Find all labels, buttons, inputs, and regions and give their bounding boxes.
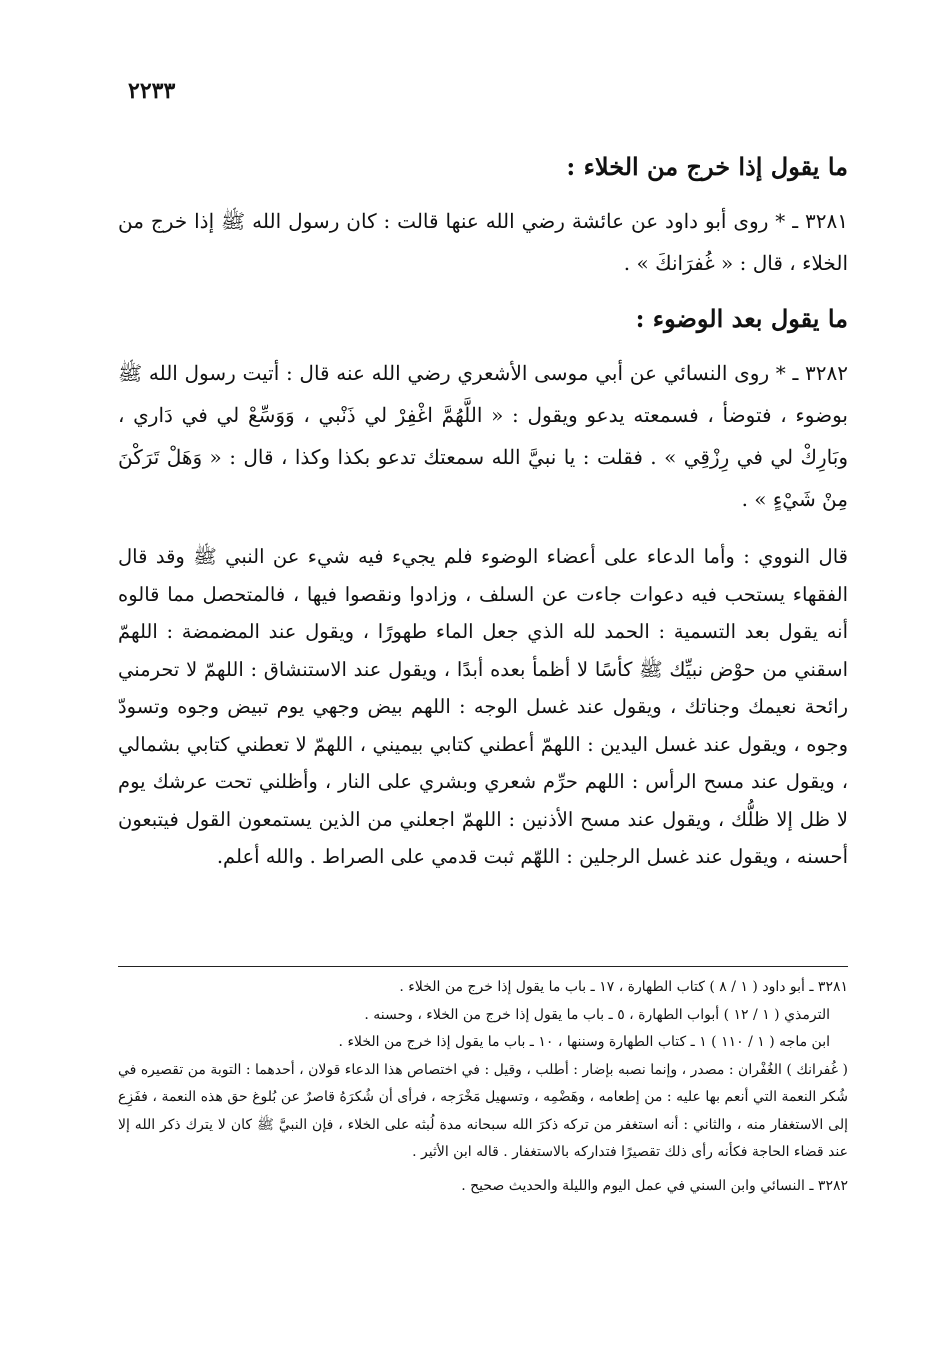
footnote-item: ( غُفرانك ) الغُفْران : مصدر ، وإنما نصبه بإضار : أطلب ، وقيل : في اختصاص هذا الدعاء قولان ، أحدهما : التوبة من تقصيره في شُكر النعمة التي أنعم بها عليه : من إطعامه ، وهَضْمِه ، وتسهيل مَخْرَجه ، فرأى أن شُكرَهُ قاصرٌ عن بُلوغ حق هذه النعمة ، ففَزِع إلى الاستغفار منه ، والثاني : أنه استغفر من تركه ذكرَ الله سبحانه مدة لُبثه على الخلاء ، فإن النبيَّ ﷺ كان لا يترك ذكر الله إلا عند قضاء الحاجة فكأنه رأى ذلك تقصيرًا فتداركه بالاستغفار . قاله ابن الأثير .: [118, 1061, 849, 1160]
footnotes: [118, 974, 848, 1200]
main-text: [118, 140, 848, 876]
nawawi-commentary: قال النووي : وأما الدعاء على أعضاء الوضوء فلم يجيء فيه شيء عن النبي ﷺ وقد قال الفقهاء يستحب فيه دعوات جاءت عن السلف ، وزادوا ونقصوا فيها ، فالمتحصل مما قالوه أنه يقول بعد التسمية : الحمد لله الذي جعل الماء طهورًا ، ويقول عند المضمضة : اللهمّ اسقني من حوْض نبيِّك ﷺ كأسًا لا أظمأ بعده أبدًا ، ويقول عند الاستنشاق : اللهمّ لا تحرمني رائحة نعيمك وجناتك ، ويقول عند غسل الوجه : اللهم بيض وجهي يوم تبيض وجوه وتسودّ وجوه ، ويقول عند غسل اليدين : اللهمّ أعطني كتابي بيميني ، اللهمّ لا تعطني كتابي بشمالي ، ويقول عند مسح الرأس : اللهم حرِّم شعري وبشري على النار ، وأظلني تحت عرشك يوم لا ظل إلا ظلُّك ، ويقول عند مسح الأذنين : اللهمّ اجعلني من الذين يستمعون القول فيتبعون أحسنه ، ويقول عند غسل الرجلين : اللهّم ثبت قدمي على الصراط . والله أعلم.: [118, 545, 848, 868]
hadith-3281: ٣٢٨١ ـ * روى أبو داود عن عائشة رضي الله عنها قالت : كان رسول الله ﷺ إذا خرج من الخلاء ، قال : « غُفرَانكَ » .: [118, 209, 848, 275]
section-heading-leaving-toilet: ما يقول إذا خرج من الخلاء :: [566, 152, 848, 181]
section-heading-after-wudu: ما يقول بعد الوضوء :: [635, 304, 848, 333]
hadith-3282: ٣٢٨٢ ـ * روى النسائي عن أبي موسى الأشعري رضي الله عنه قال : أتيت رسول الله ﷺ بوضوء ، فتوضأ ، فسمعته يدعو ويقول : « اللَّهُمَّ اغْفِرْ لي ذَنْبي ، وَوَسِّعْ لي في دَاري ، وبَارِكْ لي في رِزْقِي » . فقلت : يا نبيَّ الله سمعتك تدعو بكذا وكذا ، قال : « وَهَلْ تَرَكْنَ مِنْ شَيْءٍ » .: [118, 361, 848, 511]
footnote-item: الترمذي ( ١ / ١٢ ) أبواب الطهارة ، ٥ ـ باب ما يقول إذا خرج من الخلاء ، وحسنه .: [364, 1006, 830, 1023]
footnote-item: ٣٢٨١ ـ أبو داود ( ١ / ٨ ) كتاب الطهارة ، ١٧ ـ باب ما يقول إذا خرج من الخلاء .: [399, 979, 848, 995]
footnote-divider: [118, 966, 848, 967]
footnote-item: ٣٢٨٢ ـ النسائي وابن السني في عمل اليوم والليلة والحديث صحيح .: [461, 1177, 848, 1194]
footnote-item: ابن ماجه ( ١ / ١١٠ ) ١ ـ كتاب الطهارة وسننها ، ١٠ ـ باب ما يقول إذا خرج من الخلاء .: [338, 1034, 830, 1050]
page-number: ٢٢٣٣: [128, 78, 176, 104]
